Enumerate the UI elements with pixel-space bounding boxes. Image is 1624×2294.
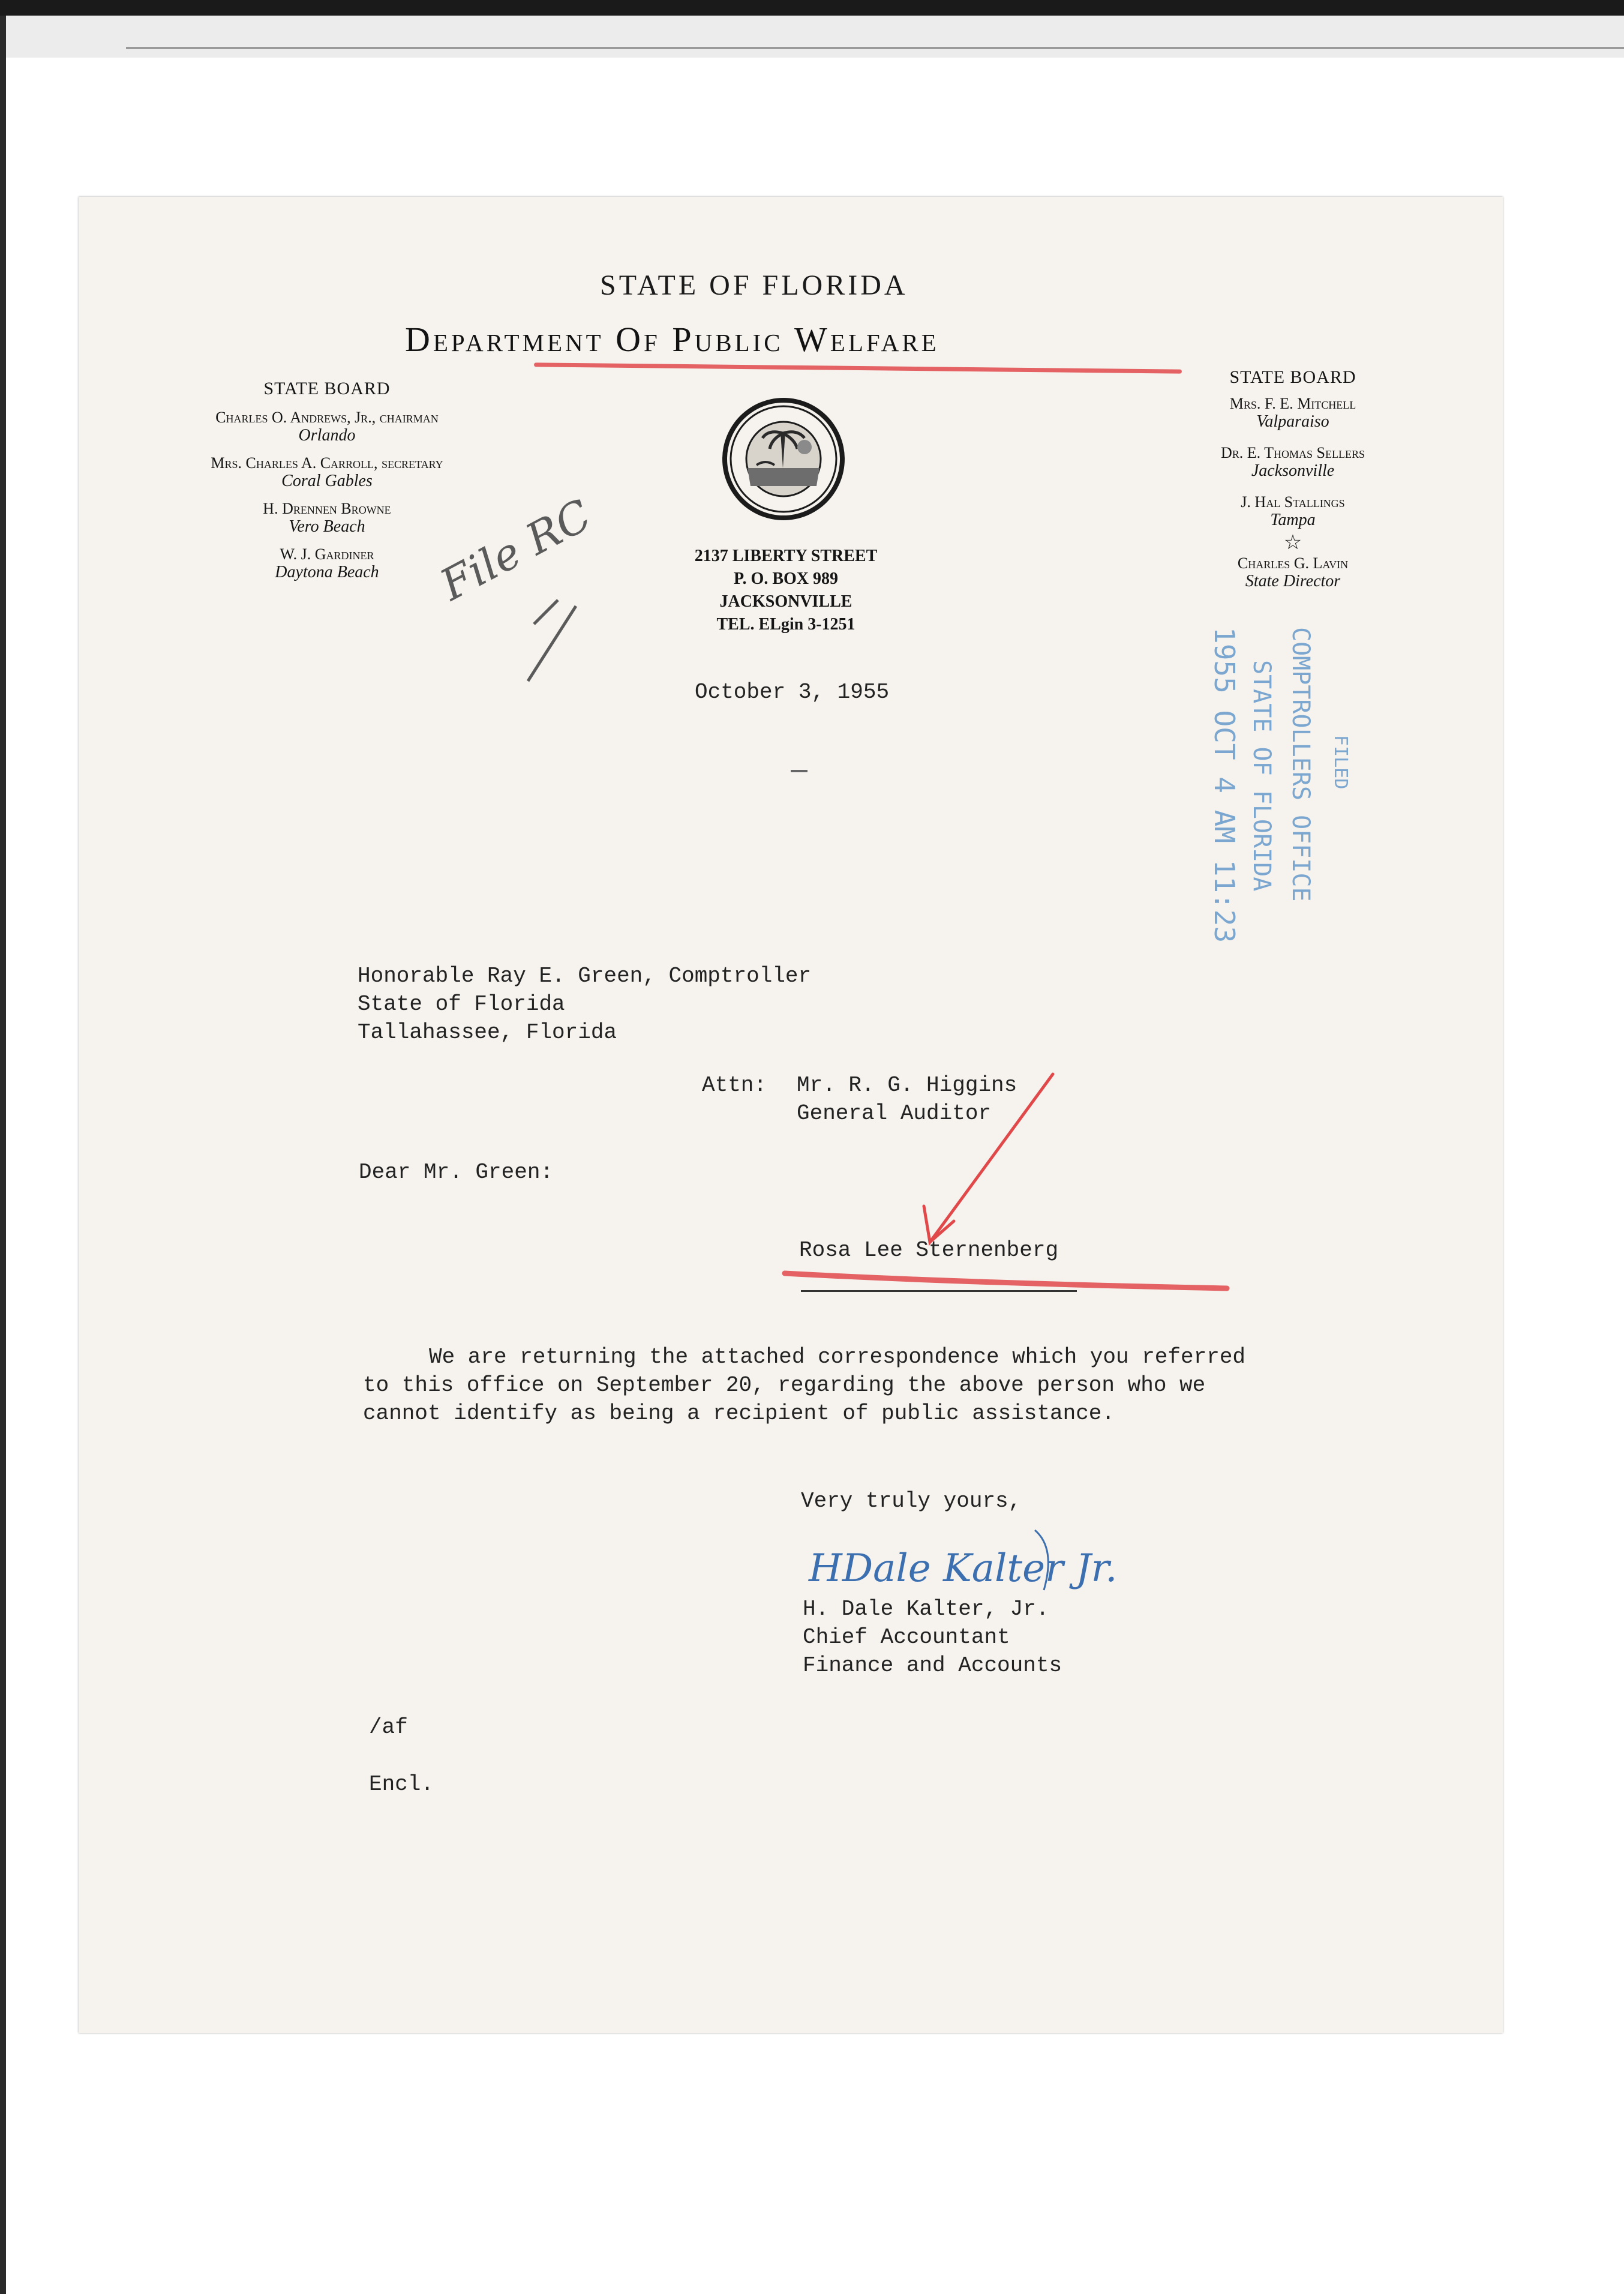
handwritten-file-note: [432, 489, 600, 690]
scanner-top-margin: [0, 16, 1624, 58]
left-board-member-name: W. J. Gardiner: [280, 545, 374, 563]
attn-name: Mr. R. G. Higgins: [797, 1073, 1017, 1097]
body-line: We are returning the attached correspondence which you referred: [429, 1345, 1246, 1369]
red-check-mark: [780, 1068, 1236, 1308]
state-director-name: Charles G. Lavin: [1237, 554, 1349, 572]
typist-initials: /af: [369, 1715, 408, 1740]
attn-title: General Auditor: [797, 1101, 992, 1126]
signer-name: H. Dale Kalter, Jr.: [803, 1597, 1049, 1621]
attn-label: Attn:: [702, 1073, 767, 1097]
recipient-block: [358, 962, 811, 1046]
body-line: to this office on September 20, regarding the above person who we: [363, 1373, 1206, 1398]
left-board-title: STATE BOARD: [263, 379, 391, 398]
address-city: JACKSONVILLE: [719, 592, 852, 611]
right-board-member-name: J. Hal Stallings: [1241, 493, 1345, 511]
right-board-member-city: Jacksonville: [1251, 461, 1335, 480]
stray-mark: [791, 770, 808, 772]
left-board-member-city: Vero Beach: [289, 517, 365, 536]
letterhead-state: STATE OF FLORIDA: [600, 269, 908, 301]
handwritten-file-text: File RC: [432, 489, 599, 610]
left-board-member-name: H. Drennen Browne: [263, 500, 391, 517]
address-po-box: P. O. BOX 989: [734, 569, 838, 588]
left-board-member-city: Daytona Beach: [275, 563, 379, 581]
enclosure-note: Encl.: [369, 1772, 434, 1797]
right-board-member-name: Dr. E. Thomas Sellers: [1220, 444, 1365, 461]
right-state-board: [1167, 368, 1419, 590]
address-street: 2137 LIBERTY STREET: [694, 547, 878, 565]
right-board-member-city: Tampa: [1270, 511, 1316, 529]
left-board-member-name: Mrs. Charles A. Carroll, secretary: [211, 454, 443, 472]
signer-department: Finance and Accounts: [803, 1653, 1062, 1678]
recipient-line: Honorable Ray E. Green, Comptroller: [358, 964, 812, 988]
letter-date: October 3, 1955: [695, 680, 890, 704]
closing: Very truly yours,: [801, 1489, 1022, 1513]
letter-body: [363, 1343, 1245, 1428]
folder-edge-line: [126, 47, 1624, 49]
star-icon: ☆: [1283, 532, 1302, 554]
recipient-line: State of Florida: [358, 992, 565, 1016]
left-board-member-name: Charles O. Andrews, Jr., chairman: [215, 409, 439, 426]
right-board-member-city: Valparaiso: [1256, 412, 1329, 431]
body-line: cannot identify as being a recipient of public assistance.: [363, 1401, 1115, 1426]
letterhead-department: Department Of Public Welfare: [405, 320, 939, 359]
signature-text: HDale Kalter Jr.: [809, 1546, 1118, 1591]
right-board-member-name: Mrs. F. E. Mitchell: [1229, 395, 1356, 412]
stamp-datetime: 1955 OCT 4 AM 11:23: [1208, 627, 1241, 943]
signer-title: Chief Accountant: [803, 1625, 1010, 1650]
scanner-left-edge: [0, 16, 6, 2294]
scanner-top-band: [0, 0, 1624, 16]
state-seal-icon: [721, 396, 846, 522]
stamp-state: STATE OF FLORIDA: [1248, 660, 1275, 892]
subject-line: Rosa Lee Sternenberg: [799, 1238, 1059, 1263]
left-board-member-city: Coral Gables: [281, 472, 373, 490]
right-board-title: STATE BOARD: [1229, 367, 1356, 387]
salutation: Dear Mr. Green:: [359, 1160, 554, 1185]
signer-block: [803, 1595, 1062, 1680]
left-board-member-city: Orlando: [298, 426, 356, 445]
recipient-line: Tallahassee, Florida: [358, 1020, 617, 1045]
address-telephone: TEL. ELgin 3-1251: [716, 615, 855, 634]
state-director-title: State Director: [1245, 572, 1341, 590]
filed-stamp: [1116, 627, 1404, 943]
department-address: [660, 545, 912, 636]
stamp-office: COMPTROLLERS OFFICE: [1287, 627, 1314, 902]
stamp-filed: FILED: [1330, 735, 1351, 790]
